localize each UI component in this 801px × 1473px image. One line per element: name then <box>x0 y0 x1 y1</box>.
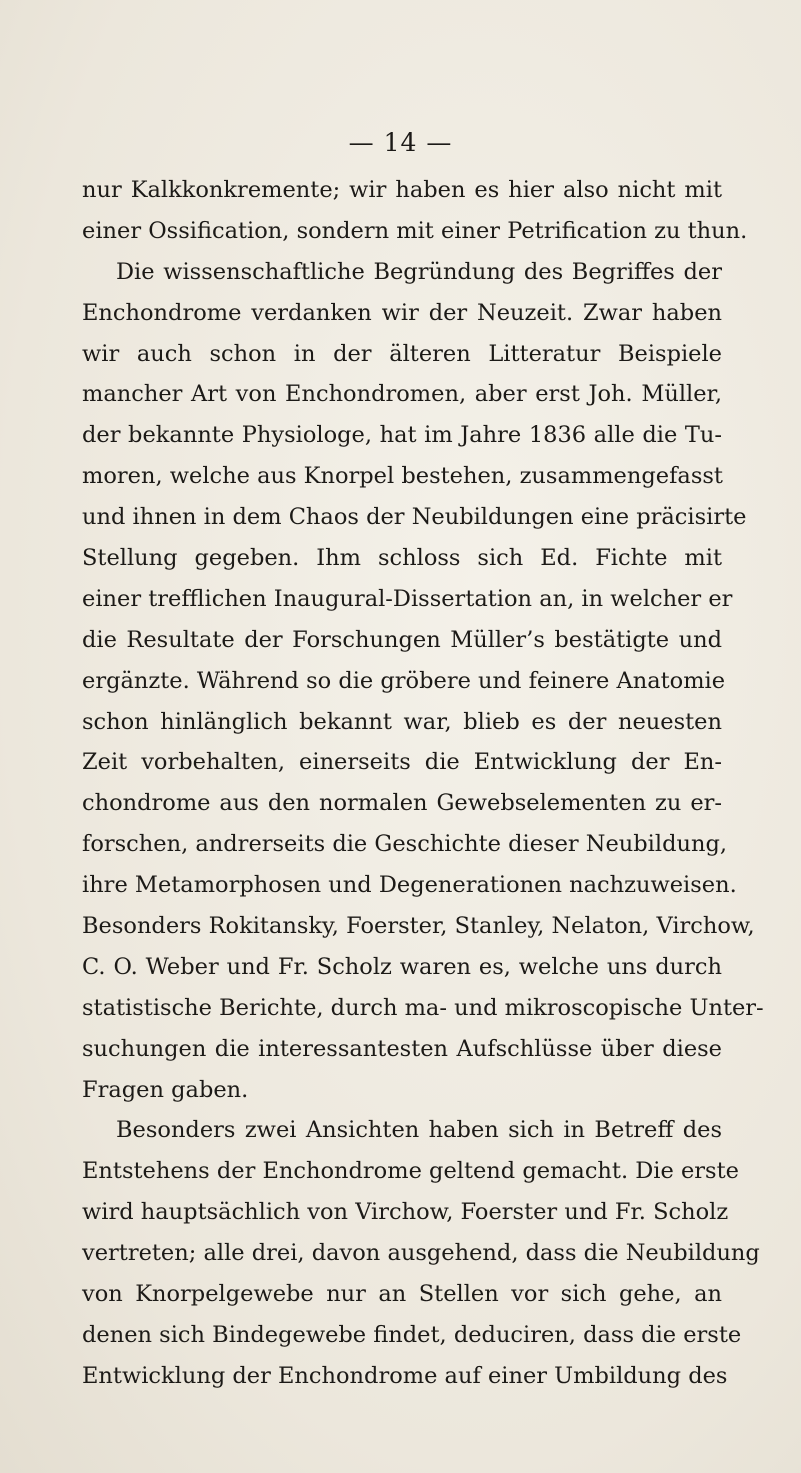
text-line: chondrome aus den normalen Gewebselementen zu er- <box>82 790 722 817</box>
text-line: Die wissenschaftliche Begründung des Begriffes der <box>116 258 722 285</box>
text-line: moren, welche aus Knorpel bestehen, zusammengefasst <box>82 463 723 490</box>
text-line: denen sich Bindegewebe findet, deduciren, dass die erste <box>82 1321 742 1348</box>
text-line: und ihnen in dem Chaos der Neubildungen eine präcisirte <box>82 504 747 531</box>
text-line: Fragen gaben. <box>82 1076 249 1103</box>
text-line: schon hinlänglich bekannt war, blieb es der neuesten <box>82 708 722 735</box>
text-line: forschen, andrerseits die Geschichte dieser Neubildung, <box>82 831 728 858</box>
text-line: vertreten; alle drei, davon ausgehend, dass die Neubildung <box>82 1240 760 1267</box>
text-line: ergänzte. Während so die gröbere und feinere Anatomie <box>82 667 726 694</box>
text-line: einer Ossification, sondern mit einer Petrification zu thun. <box>82 217 748 244</box>
text-line: ihre Metamorphosen und Degenerationen nachzuweisen. <box>82 872 737 899</box>
text-line: Stellung gegeben. Ihm schloss sich Ed. Fichte mit <box>82 545 722 572</box>
text-line: Entwicklung der Enchondrome auf einer Umbildung des <box>82 1362 728 1389</box>
text-line: wir auch schon in der älteren Litteratur Beispiele <box>82 340 722 367</box>
text-line: von Knorpelgewebe nur an Stellen vor sich gehe, an <box>82 1281 722 1308</box>
text-line: statistische Berichte, durch ma- und mikroscopische Unter- <box>82 994 764 1021</box>
page-number: — 14 — <box>348 128 453 157</box>
text-line: nur Kalkkonkremente; wir haben es hier also nicht mit <box>82 177 722 203</box>
text-line: Besonders zwei Ansichten haben sich in Betreff des <box>116 1117 722 1144</box>
text-line: einer trefflichen Inaugural-Dissertation an, in welcher er <box>82 585 733 612</box>
text-line: C. O. Weber und Fr. Scholz waren es, welche uns durch <box>82 953 722 980</box>
text-line: mancher Art von Enchondromen, aber erst Joh. Müller, <box>82 381 722 408</box>
text-line: Besonders Rokitansky, Foerster, Stanley, Nelaton, Virchow, <box>82 913 755 940</box>
text-line: Entstehens der Enchondrome geltend gemacht. Die erste <box>82 1158 739 1185</box>
text-line: Enchondrome verdanken wir der Neuzeit. Zwar haben <box>82 299 722 326</box>
text-line: Zeit vorbehalten, einerseits die Entwicklung der En- <box>82 749 722 776</box>
text-line: wird hauptsächlich von Virchow, Foerster und Fr. Scholz <box>82 1199 729 1226</box>
text-line: suchungen die interessantesten Aufschlüsse über diese <box>82 1035 722 1062</box>
text-line: die Resultate der Forschungen Müller’s bestätigte und <box>82 626 722 653</box>
body-text <box>82 170 764 1397</box>
text-line: der bekannte Physiologe, hat im Jahre 1836 alle die Tu- <box>82 422 722 449</box>
